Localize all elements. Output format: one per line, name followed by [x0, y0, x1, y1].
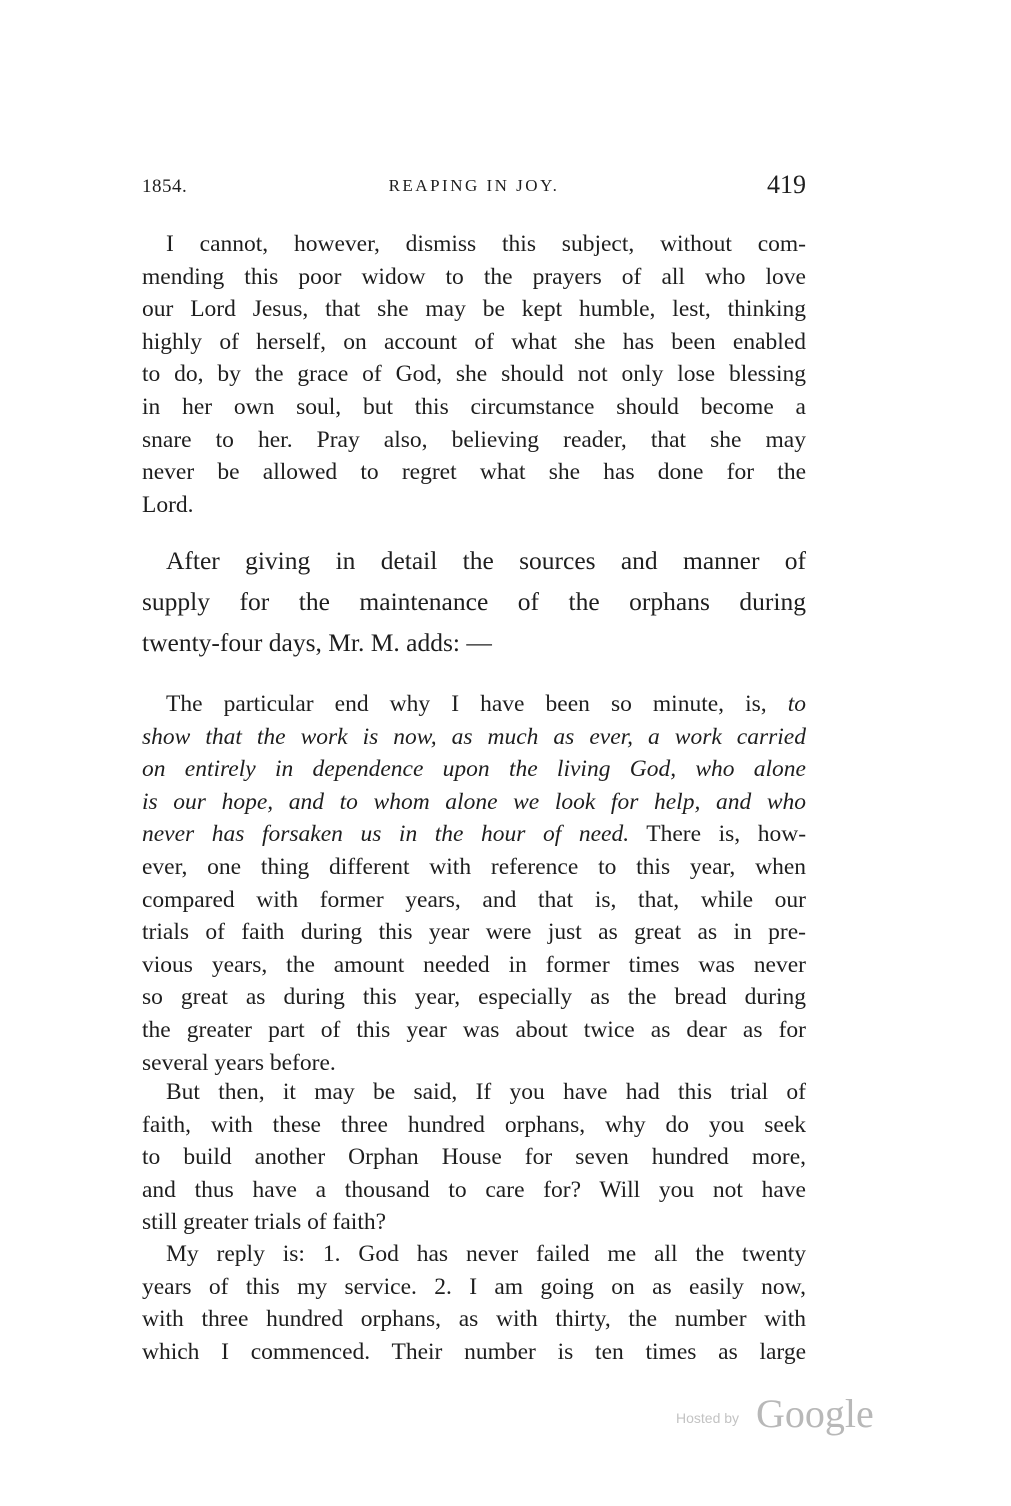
paragraph-editorial-note — [142, 540, 806, 663]
text-line: supply for the maintenance of the orphans during — [142, 587, 806, 616]
italic-run: is our hope, and to whom alone we look for help, and who — [142, 788, 806, 815]
text-line: to do, by the grace of God, she should not only lose blessing — [142, 361, 806, 388]
text-line: years of this my service. 2. I am going on as easily now, — [142, 1273, 806, 1300]
header-year: 1854. — [142, 176, 188, 197]
text-line — [142, 721, 806, 754]
text-line: to build another Orphan House for seven hundred more, — [142, 1144, 806, 1171]
italic-run: on entirely in dependence upon the living God, who alone — [142, 756, 806, 783]
page-number: 419 — [767, 170, 806, 199]
text-line: twenty-four days, Mr. M. adds: — — [142, 628, 492, 657]
text-line: compared with former years, and that is, that, while our — [142, 886, 806, 913]
paragraph-particular-end — [142, 688, 806, 1079]
hosted-by-label: Hosted by — [676, 1410, 740, 1426]
text-line: vious years, the amount needed in former times was never — [142, 951, 806, 978]
text-line — [142, 786, 806, 819]
text-line: so great as during this year, especially as the bread during — [142, 984, 806, 1011]
hosted-by-google-watermark — [676, 1391, 896, 1438]
paragraph-my-reply — [142, 1238, 806, 1368]
italic-run: never has forsaken us in the hour of need. — [142, 821, 630, 848]
text-line — [142, 753, 806, 786]
text-line: faith, with these three hundred orphans, why do you seek — [142, 1111, 806, 1138]
page-header — [142, 172, 806, 202]
text-line: in her own soul, but this circumstance should become a — [142, 393, 806, 420]
text-line: highly of herself, on account of what she has been enabled — [142, 328, 806, 355]
text-line: still greater trials of faith? — [142, 1209, 387, 1236]
text-run: There is, how- — [646, 821, 807, 848]
google-logo: Google — [756, 1391, 874, 1436]
text-line: Lord. — [142, 491, 194, 518]
text-line: I cannot, however, dismiss this subject, without com- — [166, 231, 806, 257]
running-title: REAPING IN JOY. — [388, 176, 560, 195]
text-line: and thus have a thousand to care for? Will you not have — [142, 1176, 806, 1203]
text-line: several years before. — [142, 1049, 336, 1076]
text-line — [142, 818, 806, 851]
text-line — [142, 688, 806, 721]
text-line: the greater part of this year was about twice as dear as for — [142, 1016, 806, 1043]
text-line: trials of faith during this year were just as great as in pre- — [142, 919, 806, 946]
text-line: My reply is: 1. God has never failed me all the twenty — [166, 1241, 806, 1267]
paragraph-trial-of-faith — [142, 1076, 806, 1239]
text-run: The particular end why I have been so minute, is, — [166, 691, 767, 717]
text-line: But then, it may be said, If you have had this trial of — [166, 1079, 806, 1105]
text-line: ever, one thing different with reference to this year, when — [142, 853, 806, 880]
text-line: snare to her. Pray also, believing reader, that she may — [142, 426, 806, 453]
text-line: After giving in detail the sources and manner of — [166, 546, 806, 575]
text-line: with three hundred orphans, as with thirty, the number with — [142, 1306, 806, 1333]
italic-run: to — [787, 691, 806, 717]
text-line: which I commenced. Their number is ten times as large — [142, 1338, 806, 1365]
text-line: our Lord Jesus, that she may be kept humble, lest, thinking — [142, 296, 806, 323]
italic-run: show that the work is now, as much as ever, a work carried — [142, 723, 806, 750]
text-line: never be allowed to regret what she has done for the — [142, 459, 806, 486]
paragraph-widow-prayer — [142, 228, 806, 521]
text-line: mending this poor widow to the prayers of all who love — [142, 263, 806, 290]
